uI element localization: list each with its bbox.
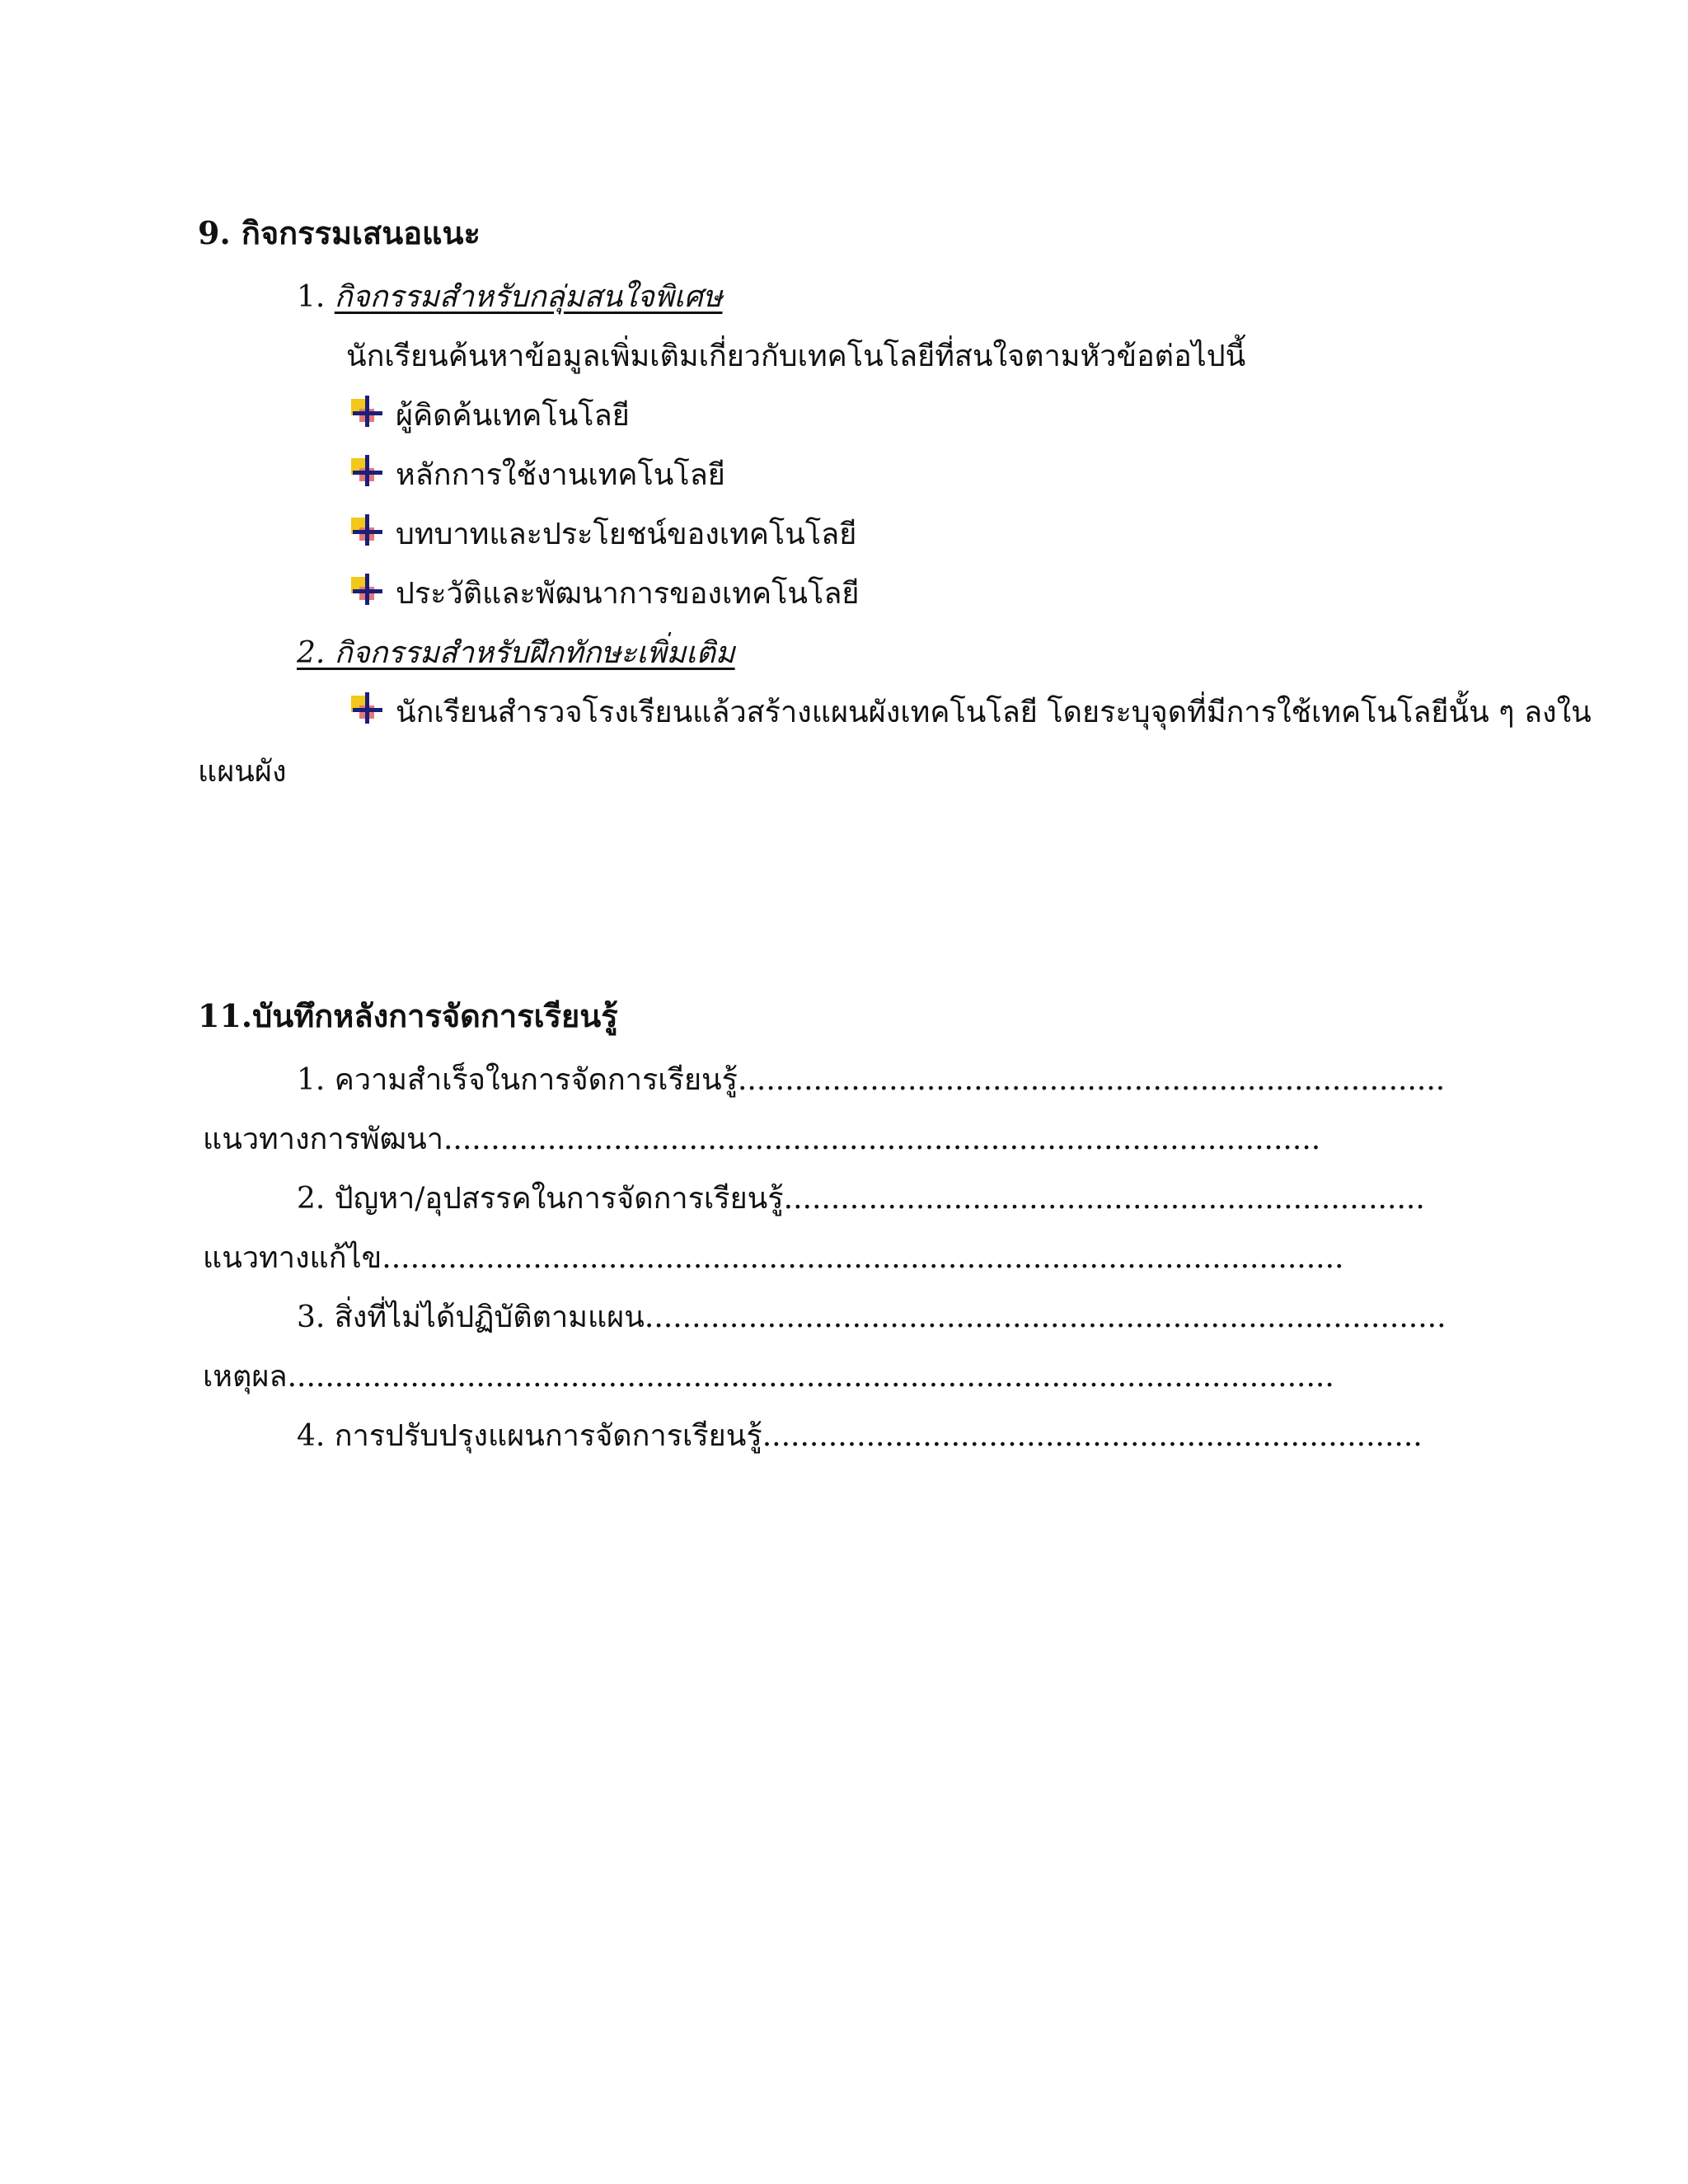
bullet-plus-icon (348, 394, 384, 430)
bullet-item: หลักการใช้งานเทคโนโลยี (396, 458, 725, 492)
activity-1-number: 1. (297, 280, 335, 314)
bullet-plus-icon (348, 691, 384, 727)
activity-1-intro: นักเรียนค้นหาข้อมูลเพิ่มเติมเกี่ยวกับเทคโนโลยีที่สนใจตามหัวข้อต่อไปนี้ (346, 340, 1246, 373)
bullet-item: ผู้คิดค้นเทคโนโลยี (396, 399, 630, 433)
section-11-heading: 11.บันทึกหลังการจัดการเรียนรู้ (198, 997, 618, 1034)
record-line-problems: 2. ปัญหา/อุปสรรคในการจัดการเรียนรู้.................................................................... (297, 1182, 1425, 1216)
activity-2-description: นักเรียนสำรวจโรงเรียนแล้วสร้างแผนผังเทคโนโลยี โดยระบุจุดที่มีการใช้เทคโนโลยีนั้น ๆ ลงใน (396, 696, 1592, 729)
bullet-plus-icon (348, 513, 384, 549)
record-line-reasons: เหตุผล............................................................................................................... (203, 1360, 1334, 1394)
activity-2-description-continued: แผนผัง (198, 755, 287, 789)
record-line-success: 1. ความสำเร็จในการจัดการเรียนรู้........................................................................... (297, 1063, 1446, 1097)
activity-2-title: 2. กิจกรรมสำหรับฝึกทักษะเพิ่มเติม (297, 636, 735, 670)
section-9-heading: 9. กิจกรรมเสนอแนะ (198, 214, 481, 251)
record-line-solutions: แนวทางแก้ไข...................................................................................................... (203, 1241, 1344, 1275)
bullet-item: ประวัติและพัฒนาการของเทคโนโลยี (396, 577, 860, 611)
activity-1-title (297, 277, 722, 318)
bullet-plus-icon (348, 572, 384, 608)
activity-1-label: กิจกรรมสำหรับกลุ่มสนใจพิเศษ (334, 280, 723, 314)
bullet-plus-icon (348, 453, 384, 490)
record-line-development: แนวทางการพัฒนา............................................................................................. (203, 1122, 1321, 1156)
record-line-not-followed: 3. สิ่งที่ไม่ได้ปฏิบัติตามแผน..................................................................................... (297, 1301, 1447, 1334)
record-line-improvement: 4. การปรับปรุงแผนการจัดการเรียนรู้...................................................................... (297, 1419, 1423, 1453)
bullet-item: บทบาทและประโยชน์ของเทคโนโลยี (396, 518, 857, 551)
